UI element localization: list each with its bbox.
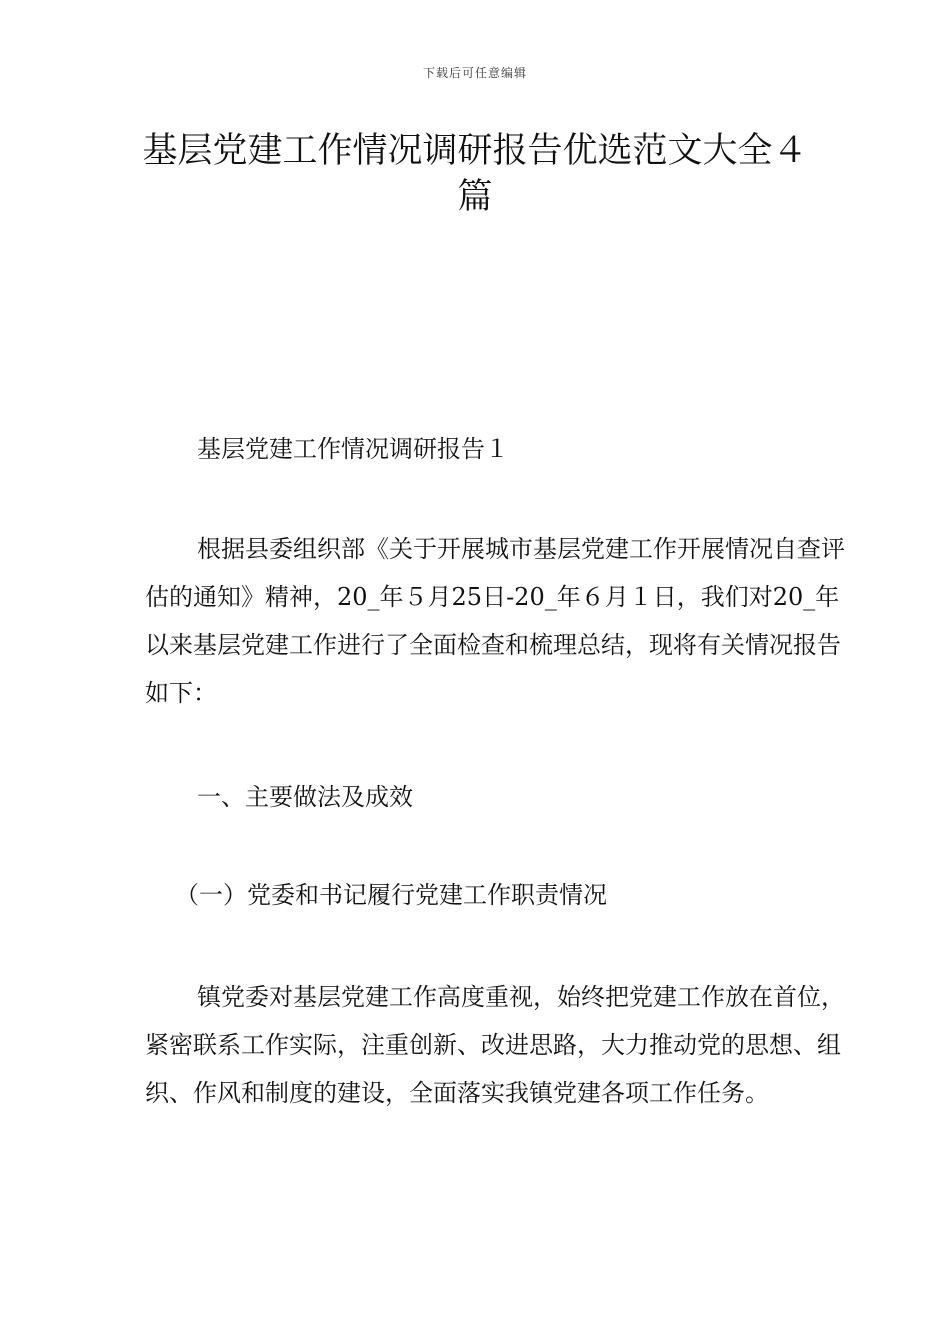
paragraph-committee-work: 镇党委对基层党建工作高度重视，始终把党建工作放在首位，紧密联系工作实际，注重创新、改进思路，大力推动党的思想、组织、作风和制度的建设，全面落实我镇党建各项工作任务。 <box>145 983 845 1107</box>
header-note: 下载后可任意编辑 <box>422 66 527 80</box>
section-heading-main-practices: 一、主要做法及成效 <box>197 783 413 811</box>
document-title: 基层党建工作情况调研报告优选范文大全４篇 <box>142 131 808 217</box>
section-heading-report-1: 基层党建工作情况调研报告１ <box>197 435 509 463</box>
subsection-heading-party-committee: （一）党委和书记履行党建工作职责情况 <box>175 881 607 909</box>
paragraph-intro: 根据县委组织部《关于开展城市基层党建工作开展情况自查评估的通知》精神，20_年５月25日-20_年６月１日，我们对20_年以来基层党建工作进行了全面检查和梳理总结，现将有关情况报告如下： <box>145 535 845 707</box>
